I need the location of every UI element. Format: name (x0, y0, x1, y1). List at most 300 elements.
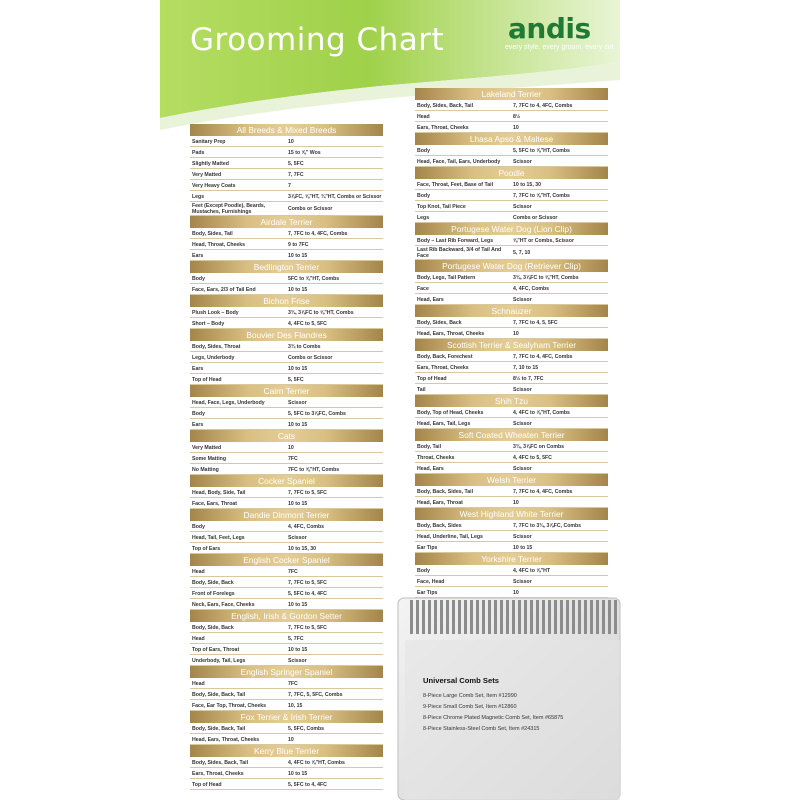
comb-tooth (548, 600, 551, 634)
grooming-row (190, 678, 383, 689)
grooming-row (190, 734, 383, 745)
body-area-cell: No Matting (192, 466, 219, 473)
blade-size-cell: Scissor (513, 158, 532, 165)
breed-header: Shih Tzu (415, 395, 608, 407)
breed-header: Schnauzer (415, 305, 608, 317)
breed-header: Fox Terrier & Irish Terrier (190, 711, 383, 723)
blade-size-cell: 7, 7FC to 5, 5FC (288, 624, 327, 631)
blade-size-cell: Scissor (513, 203, 532, 210)
grooming-row (190, 464, 383, 475)
body-area-cell: Very Heavy Coats (192, 182, 236, 189)
body-area-cell: Face, Throat, Feet, Base of Tail (417, 181, 494, 188)
body-area-cell: Head (192, 680, 205, 687)
grooming-row (415, 351, 608, 362)
body-area-cell: Legs, Underbody (192, 354, 235, 361)
blade-size-cell: 7FC (288, 455, 298, 462)
grooming-row (190, 599, 383, 610)
body-area-cell: Top of Ears, Throat (192, 646, 240, 653)
comb-tooth (482, 600, 485, 634)
body-area-cell: Head (192, 568, 205, 575)
breed-section (190, 554, 383, 610)
body-area-cell: Ears, Throat, Cheeks (417, 364, 469, 371)
comb-tooth (602, 600, 605, 634)
grooming-row (190, 284, 383, 295)
grooming-row (190, 408, 383, 419)
comb-tooth (524, 600, 527, 634)
body-area-cell: Body (192, 410, 205, 417)
blade-size-cell: Combs or Scissor (513, 214, 558, 221)
blade-size-cell: 7FC (288, 568, 298, 575)
body-area-cell: Sanitary Prep (192, 138, 226, 145)
blade-size-cell: 7, 7FC to 4, 4FC, Combs (513, 353, 573, 360)
grooming-row (415, 317, 608, 328)
body-area-cell: Head, Throat, Cheeks (192, 241, 246, 248)
grooming-row (415, 272, 608, 283)
blade-size-cell: Scissor (513, 296, 532, 303)
breed-section (190, 124, 383, 216)
body-area-cell: Body, Side, Back, Tail (192, 725, 246, 732)
grooming-row (415, 283, 608, 294)
grooming-row (190, 633, 383, 644)
blade-size-cell: 7, 7FC to 4, 4FC, Combs (513, 102, 573, 109)
body-area-cell: Face, Head (417, 578, 445, 585)
grooming-row (415, 576, 608, 587)
body-area-cell: Face, Ears, 2/3 of Tail End (192, 286, 256, 293)
grooming-row (415, 497, 608, 508)
grooming-row (415, 111, 608, 122)
body-area-cell: Plush Look – Body (192, 309, 239, 316)
body-area-cell: Body, Back, Sides, Tail (417, 488, 474, 495)
breed-header: Kerry Blue Terrier (190, 745, 383, 757)
grooming-row (190, 169, 383, 180)
blade-size-cell: Scissor (513, 578, 532, 585)
blade-size-cell: 7, 7FC to 4, 4FC, Combs (513, 488, 573, 495)
comb-tooth (560, 600, 563, 634)
grooming-row (190, 487, 383, 498)
body-area-cell: Face, Ear Top, Throat, Cheeks (192, 702, 266, 709)
body-area-cell: Head, Ears, Throat (417, 499, 463, 506)
breed-header: Poodle (415, 167, 608, 179)
body-area-cell: Face (417, 285, 429, 292)
breed-header: Yorkshire Terrier (415, 553, 608, 565)
brand-tagline: every style. every groom. every cut. (505, 44, 616, 51)
grooming-row (415, 565, 608, 576)
grooming-row (415, 418, 608, 429)
grooming-row (190, 453, 383, 464)
comb-tooth (584, 600, 587, 634)
grooming-row (415, 190, 608, 201)
grooming-row (190, 588, 383, 599)
comb-tooth (470, 600, 473, 634)
grooming-row (190, 136, 383, 147)
breed-section (415, 429, 608, 474)
comb-teeth (410, 600, 617, 634)
breed-section (190, 261, 383, 295)
grooming-row (415, 212, 608, 223)
blade-size-cell: 5, 5FC to 3⅞FC, Combs (288, 410, 346, 417)
comb-tooth (464, 600, 467, 634)
body-area-cell: Slightly Matted (192, 160, 229, 167)
comb-tooth (572, 600, 575, 634)
comb-tooth (578, 600, 581, 634)
blade-size-cell: 10 to 15 (288, 646, 308, 653)
breed-header: English Cocker Spaniel (190, 554, 383, 566)
body-area-cell: Legs (192, 193, 205, 200)
blade-size-cell: 5, 5FC to 4, 4FC (288, 781, 327, 788)
comb-tooth (488, 600, 491, 634)
body-area-cell: Body (417, 192, 430, 199)
body-area-cell: Head, Face, Tail, Ears, Underbody (417, 158, 501, 165)
grooming-row (190, 700, 383, 711)
grooming-row (415, 441, 608, 452)
blade-size-cell: Scissor (513, 420, 532, 427)
comb-set-item: 8-Piece Large Comb Set, Item #12990 (423, 693, 517, 699)
body-area-cell: Body, Side, Back (192, 624, 234, 631)
comb-set-item: 8-Piece Chrome Plated Magnetic Comb Set, Item #65875 (423, 715, 564, 721)
breed-header: Scottish Terrier & Sealyham Terrier (415, 339, 608, 351)
comb-sets-title: Universal Comb Sets (423, 676, 499, 685)
blade-size-cell: Combs or Scissor (288, 206, 333, 212)
breed-header: All Breeds & Mixed Breeds (190, 124, 383, 136)
breed-header: Cairn Terrier (190, 385, 383, 397)
breed-header: English Springer Spaniel (190, 666, 383, 678)
blade-size-cell: ⅝"HT or Combs, Scissor (513, 237, 574, 244)
body-area-cell: Head (417, 113, 430, 120)
comb-tooth (512, 600, 515, 634)
blade-size-cell: 7, 7FC to 5, 5FC (288, 579, 327, 586)
breed-section (190, 385, 383, 430)
blade-size-cell: 4, 4FC to ⅝"HT, Combs (288, 759, 345, 766)
comb-tooth (476, 600, 479, 634)
blade-size-cell: 7FC to ⅝"HT, Combs (288, 466, 340, 473)
grooming-row (415, 235, 608, 246)
body-area-cell: Body (417, 567, 430, 574)
body-area-cell: Very Matted (192, 171, 222, 178)
body-area-cell: Top Knot, Tail Piece (417, 203, 466, 210)
body-area-cell: Ears (192, 421, 204, 428)
grooming-row (190, 779, 383, 790)
body-area-cell: Last Rib Backward, 3/4 of Tail And Face (417, 247, 502, 259)
grooming-row (190, 158, 383, 169)
blade-size-cell: 10, 15 (288, 702, 303, 709)
blade-size-cell: 15 to ⅝" Wos (288, 149, 321, 156)
blade-size-cell: 3⅞FC, ⅝"HT, ¾"HT, Combs or Scissor (288, 193, 382, 200)
andis-logo: andis (508, 12, 591, 45)
blade-size-cell: 10 to 15 (288, 770, 308, 777)
breed-section (415, 553, 608, 598)
body-area-cell: Ear Tips (417, 544, 438, 551)
breed-section (415, 508, 608, 553)
grooming-row (415, 452, 608, 463)
blade-size-cell: Scissor (513, 386, 532, 393)
body-area-cell: Body, Side, Back, Tail (192, 691, 246, 698)
breed-header: Cats (190, 430, 383, 442)
comb-tooth (416, 600, 419, 634)
grooming-row (415, 201, 608, 212)
blade-size-cell: 3¾, 3⅞FC on Combs (513, 443, 565, 450)
blade-size-cell: 5, 7FC (288, 635, 304, 642)
comb-tooth (554, 600, 557, 634)
grooming-row (190, 543, 383, 554)
grooming-row (415, 122, 608, 133)
blade-size-cell: Scissor (288, 657, 307, 664)
breed-header: Dandie Dinmont Terrier (190, 509, 383, 521)
blade-size-cell: 3¾, 3⅞FC to ⅝"HT, Combs (513, 274, 579, 281)
body-area-cell: Legs (417, 214, 430, 221)
body-area-cell: Body, Sides, Back (417, 319, 462, 326)
body-area-cell: Neck, Ears, Face, Cheeks (192, 601, 255, 608)
blade-size-cell: 10 (513, 124, 519, 131)
grooming-row (415, 587, 608, 598)
grooming-row (415, 179, 608, 190)
grooming-row (190, 644, 383, 655)
grooming-row (190, 655, 383, 666)
comb-tooth (440, 600, 443, 634)
body-area-cell: Some Matting (192, 455, 227, 462)
body-area-cell: Head (192, 635, 205, 642)
body-area-cell: Throat, Cheeks (417, 454, 455, 461)
body-area-cell: Tail (417, 386, 426, 393)
comb-tooth (542, 600, 545, 634)
body-area-cell: Body, Top of Head, Cheeks (417, 409, 484, 416)
blade-size-cell: 10 (513, 330, 519, 337)
breed-header: Bichon Frise (190, 295, 383, 307)
body-area-cell: Feet (Except Poodle), Beards, Mustaches, Furnishings (192, 203, 266, 215)
body-area-cell: Ears (192, 252, 204, 259)
grooming-row (190, 273, 383, 284)
comb-sets-info (423, 676, 563, 735)
breed-section (190, 216, 383, 261)
grooming-row (415, 542, 608, 553)
blade-size-cell: Scissor (513, 465, 532, 472)
blade-size-cell: 4, 4FC, Combs (288, 523, 325, 530)
left-breed-column (190, 124, 383, 790)
blade-size-cell: Combs or Scissor (288, 354, 333, 361)
blade-size-cell: 8½ to 7, 7FC (513, 375, 544, 382)
body-area-cell: Ears (192, 365, 204, 372)
blade-size-cell: 10 to 15 (288, 252, 308, 259)
breed-header: Cocker Spaniel (190, 475, 383, 487)
blade-size-cell: 10 to 15, 30 (288, 545, 316, 552)
body-area-cell: Pads (192, 149, 205, 156)
blade-size-cell: Scissor (288, 399, 307, 406)
breed-section (415, 395, 608, 429)
breed-header: Portugese Water Dog (Lion Clip) (415, 223, 608, 235)
body-area-cell: Body, Sides, Back, Tail (192, 759, 249, 766)
grooming-row (415, 328, 608, 339)
body-area-cell: Face, Ears, Throat (192, 500, 237, 507)
body-area-cell: Ears, Throat, Cheeks (417, 124, 469, 131)
body-area-cell: Body, Tail (417, 443, 442, 450)
grooming-row (190, 352, 383, 363)
grooming-row (190, 566, 383, 577)
grooming-row (190, 191, 383, 202)
grooming-row (190, 202, 383, 216)
blade-size-cell: 7, 7FC to 3¾, 3⅞FC, Combs (513, 522, 582, 529)
blade-size-cell: 4, 4FC to ⅝"HT, Combs (513, 409, 570, 416)
body-area-cell: Ears, Throat, Cheeks (192, 770, 244, 777)
blade-size-cell: 5FC to ⅝"HT, Combs (288, 275, 340, 282)
body-area-cell: Head, Ears (417, 296, 444, 303)
grooming-row (190, 521, 383, 532)
breed-header: Welsh Terrier (415, 474, 608, 486)
grooming-row (190, 180, 383, 191)
grooming-row (190, 498, 383, 509)
comb-tooth (530, 600, 533, 634)
grooming-row (190, 577, 383, 588)
breed-header: English, Irish & Gordon Setter (190, 610, 383, 622)
grooming-row (190, 723, 383, 734)
blade-size-cell: Scissor (288, 534, 307, 541)
grooming-row (190, 318, 383, 329)
breed-section (190, 295, 383, 329)
grooming-row (415, 362, 608, 373)
grooming-row (190, 532, 383, 543)
body-area-cell: Very Matted (192, 444, 222, 451)
body-area-cell: Top of Head (417, 375, 447, 382)
breed-section (190, 610, 383, 666)
body-area-cell: Head, Ears (417, 465, 444, 472)
blade-size-cell: 4, 4FC to ⅝"HT (513, 567, 551, 574)
blade-size-cell: 5, 5FC (288, 160, 304, 167)
comb-tooth (590, 600, 593, 634)
blade-size-cell: 5, 5FC, Combs (288, 725, 325, 732)
blade-size-cell: 5, 7, 10 (513, 250, 531, 256)
body-area-cell: Body, Sides, Tail (192, 230, 233, 237)
breed-section (190, 666, 383, 711)
blade-size-cell: 10 (288, 736, 294, 743)
grooming-row (190, 307, 383, 318)
breed-header: Lhasa Apso & Maltese (415, 133, 608, 145)
grooming-row (190, 363, 383, 374)
grooming-row (415, 384, 608, 395)
breed-section (190, 711, 383, 745)
body-area-cell: Body, Sides, Back, Tail (417, 102, 474, 109)
grooming-row (415, 486, 608, 497)
breed-header: Airdale Terrier (190, 216, 383, 228)
comb-tooth (410, 600, 413, 634)
body-area-cell: Front of Forelegs (192, 590, 235, 597)
blade-size-cell: 4, 4FC, Combs (513, 285, 550, 292)
grooming-row (415, 294, 608, 305)
breed-section (415, 167, 608, 223)
breed-section (190, 475, 383, 509)
blade-size-cell: 3¾ to Combs (288, 343, 321, 350)
blade-size-cell: 3¾, 3⅞FC to ⅝"HT, Combs (288, 309, 354, 316)
comb-tooth (428, 600, 431, 634)
blade-size-cell: 9 to 7FC (288, 241, 309, 248)
blade-size-cell: 10 to 15, 30 (513, 181, 541, 188)
grooming-row (415, 407, 608, 418)
body-area-cell: Body – Last Rib Forward, Legs (417, 237, 494, 244)
blade-size-cell: 4, 4FC to 5, 5FC (288, 320, 327, 327)
blade-size-cell: 10 to 15 (288, 601, 308, 608)
breed-section (190, 745, 383, 790)
grooming-row (190, 397, 383, 408)
blade-size-cell: 7, 7FC to 4, 4FC, Combs (288, 230, 348, 237)
grooming-row (415, 246, 608, 260)
blade-size-cell: 7, 7FC to 5, 5FC (288, 489, 327, 496)
blade-size-cell: 10 to 15 (513, 544, 533, 551)
breed-header: Bedlington Terrier (190, 261, 383, 273)
body-area-cell: Head, Ears, Throat, Cheeks (417, 330, 485, 337)
comb-tooth (458, 600, 461, 634)
comb-tooth (506, 600, 509, 634)
comb-tooth (452, 600, 455, 634)
comb-tooth (446, 600, 449, 634)
body-area-cell: Top of Ears (192, 545, 221, 552)
right-breed-column (415, 88, 608, 598)
grooming-row (190, 239, 383, 250)
grooming-row (415, 531, 608, 542)
body-area-cell: Body (192, 275, 205, 282)
blade-size-cell: 7FC (288, 680, 298, 687)
breed-section (415, 88, 608, 133)
blade-size-cell: 7, 7FC to ⅝"HT, Combs (513, 192, 570, 199)
comb-tooth (422, 600, 425, 634)
body-area-cell: Body, Legs, Tail Pattern (417, 274, 476, 281)
body-area-cell: Body, Back, Forechest (417, 353, 473, 360)
breed-section (190, 509, 383, 554)
body-area-cell: Ear Tips (417, 589, 438, 596)
body-area-cell: Head, Face, Legs, Underbody (192, 399, 265, 406)
grooming-row (415, 145, 608, 156)
grooming-row (415, 100, 608, 111)
blade-size-cell: 7, 10 to 15 (513, 364, 539, 371)
breed-section (415, 339, 608, 395)
blade-size-cell: 10 (513, 499, 519, 506)
blade-size-cell: 10 to 15 (288, 500, 308, 507)
grooming-row (190, 341, 383, 352)
body-area-cell: Body (192, 523, 205, 530)
grooming-row (190, 147, 383, 158)
comb-tooth (434, 600, 437, 634)
body-area-cell: Top of Head (192, 376, 222, 383)
blade-size-cell: 10 to 15 (288, 365, 308, 372)
comb-tooth (536, 600, 539, 634)
blade-size-cell: 10 (513, 589, 519, 596)
body-area-cell: Short – Body (192, 320, 225, 327)
grooming-row (415, 520, 608, 531)
breed-header: Portugese Water Dog (Retriever Clip) (415, 260, 608, 272)
breed-section (190, 430, 383, 475)
comb-tooth (566, 600, 569, 634)
comb-tooth (608, 600, 611, 634)
breed-header: Bouvier Des Flandres (190, 329, 383, 341)
comb-tooth (500, 600, 503, 634)
blade-size-cell: Scissor (513, 533, 532, 540)
breed-header: Lakeland Terrier (415, 88, 608, 100)
grooming-row (415, 156, 608, 167)
body-area-cell: Body, Sides, Throat (192, 343, 241, 350)
grooming-row (190, 622, 383, 633)
comb-set-item: 8-Piece Stainless-Steel Comb Set, Item #24315 (423, 726, 540, 732)
body-area-cell: Head, Ears, Throat, Cheeks (192, 736, 260, 743)
breed-section (415, 133, 608, 167)
blade-size-cell: 8½ (513, 113, 521, 120)
grooming-row (190, 442, 383, 453)
grooming-row (190, 374, 383, 385)
blade-size-cell: 10 to 15 (288, 421, 308, 428)
blade-size-cell: 7, 7FC to 4, 5, 5FC (513, 319, 558, 326)
body-area-cell: Body (417, 147, 430, 154)
body-area-cell: Head, Body, Side, Tail (192, 489, 246, 496)
blade-size-cell: 7, 7FC, 5, 5FC, Combs (288, 691, 343, 698)
breed-header: Soft Coated Wheaten Terrier (415, 429, 608, 441)
breed-section (415, 474, 608, 508)
grooming-row (190, 419, 383, 430)
grooming-row (415, 373, 608, 384)
